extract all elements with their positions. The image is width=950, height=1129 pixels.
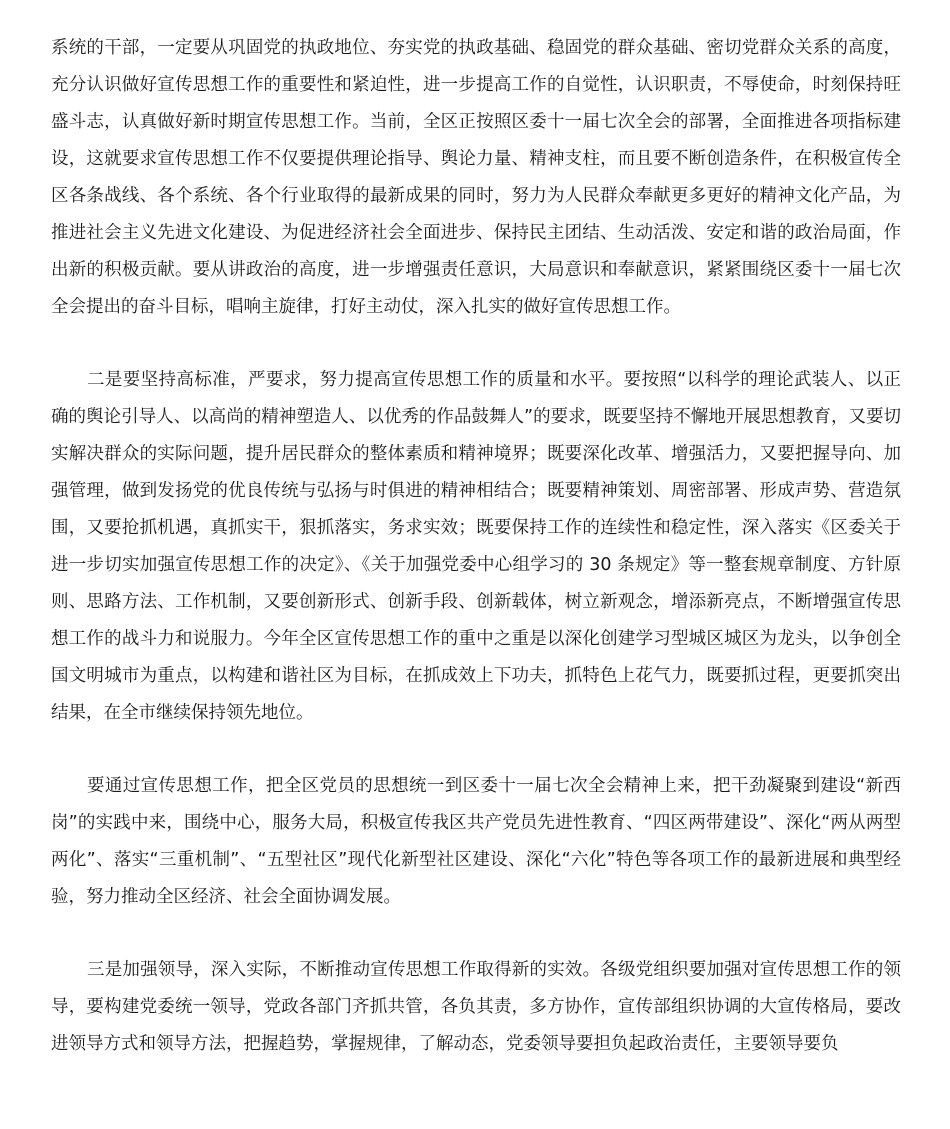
paragraph-continuation: 系统的干部，一定要从巩固党的执政地位、夯实党的执政基础、稳固党的群众基础、密切党群众关系的高度，充分认识做好宣传思想工作的重要性和紧迫性，进一步提高工作的自觉性，认识职责，不辱使命，时刻保持旺盛斗志，认真做好新时期宣传思想工作。当前，全区正按照区委十一届七次全会的部署，全面推进各项指标建设，这就要求宣传思想工作不仅要提供理论指导、舆论力量、精神支柱，而且要不断创造条件，在积极宣传全区各条战线、各个系统、各个行业取得的最新成果的同时，努力为人民群众奉献更多更好的精神文化产品，为推进社会主义先进文化建设、为促进经济社会全面进步、保持民主团结、生动活泼、安定和谐的政治局面，作出新的积极贡献。要从讲政治的高度，进一步增强责任意识，大局意识和奉献意识，紧紧围绕区委十一届七次全会提出的奋斗目标，唱响主旋律，打好主动仗，深入扎实的做好宣传思想工作。 (51, 38, 901, 317)
paragraph-point-three: 三是加强领导，深入实际，不断推动宣传思想工作取得新的实效。各级党组织要加强对宣传思想工作的领导，要构建党委统一领导，党政各部门齐抓共管，各负其责，多方协作，宣传部组织协调的大宣传格局，要改进领导方式和领导方法，把握趋势，掌握规律，了解动态，党委领导要担负起政治责任，主要领导要负 (51, 960, 901, 1054)
paragraph-propaganda-goals: 要通过宣传思想工作，把全区党员的思想统一到区委十一届七次全会精神上来，把干劲凝聚到建设“新西岗”的实践中来，围绕中心，服务大局，积极宣传我区共产党员先进性教育、“四区两带建设”、深化“两从两型两化”、落实“三重机制”、“五型社区”现代化新型社区建设、深化“六化”特色等各项工作的最新进展和典型经验，努力推动全区经济、社会全面协调发展。 (51, 776, 901, 907)
document-page (51, 30, 901, 1099)
paragraph-point-two: 二是要坚持高标准，严要求，努力提高宣传思想工作的质量和水平。要按照“以科学的理论武装人、以正确的舆论引导人、以高尚的精神塑造人、以优秀的作品鼓舞人”的要求，既要坚持不懈地开展思想教育，又要切实解决群众的实际问题，提升居民群众的整体素质和精神境界；既要深化改革、增强活力，又要把握导向、加强管理，做到发扬党的优良传统与弘扬与时俱进的精神相结合；既要精神策划、周密部署、形成声势、营造氛围，又要抢抓机遇，真抓实干，狠抓落实，务求实效；既要保持工作的连续性和稳定性，深入落实《区委关于进一步切实加强宣传思想工作的决定》、《关于加强党委中心组学习的 30 条规定》等一整套规章制度、方针原则、思路方法、工作机制，又要创新形式、创新手段、创新载体，树立新观念，增添新亮点，不断增强宣传思想工作的战斗力和说服力。今年全区宣传思想工作的重中之重是以深化创建学习型城区城区为龙头，以争创全国文明城市为重点，以构建和谐社区为目标，在抓成效上下功夫，抓特色上花气力，既要抓过程，更要抓突出结果，在全市继续保持领先地位。 (51, 370, 901, 723)
